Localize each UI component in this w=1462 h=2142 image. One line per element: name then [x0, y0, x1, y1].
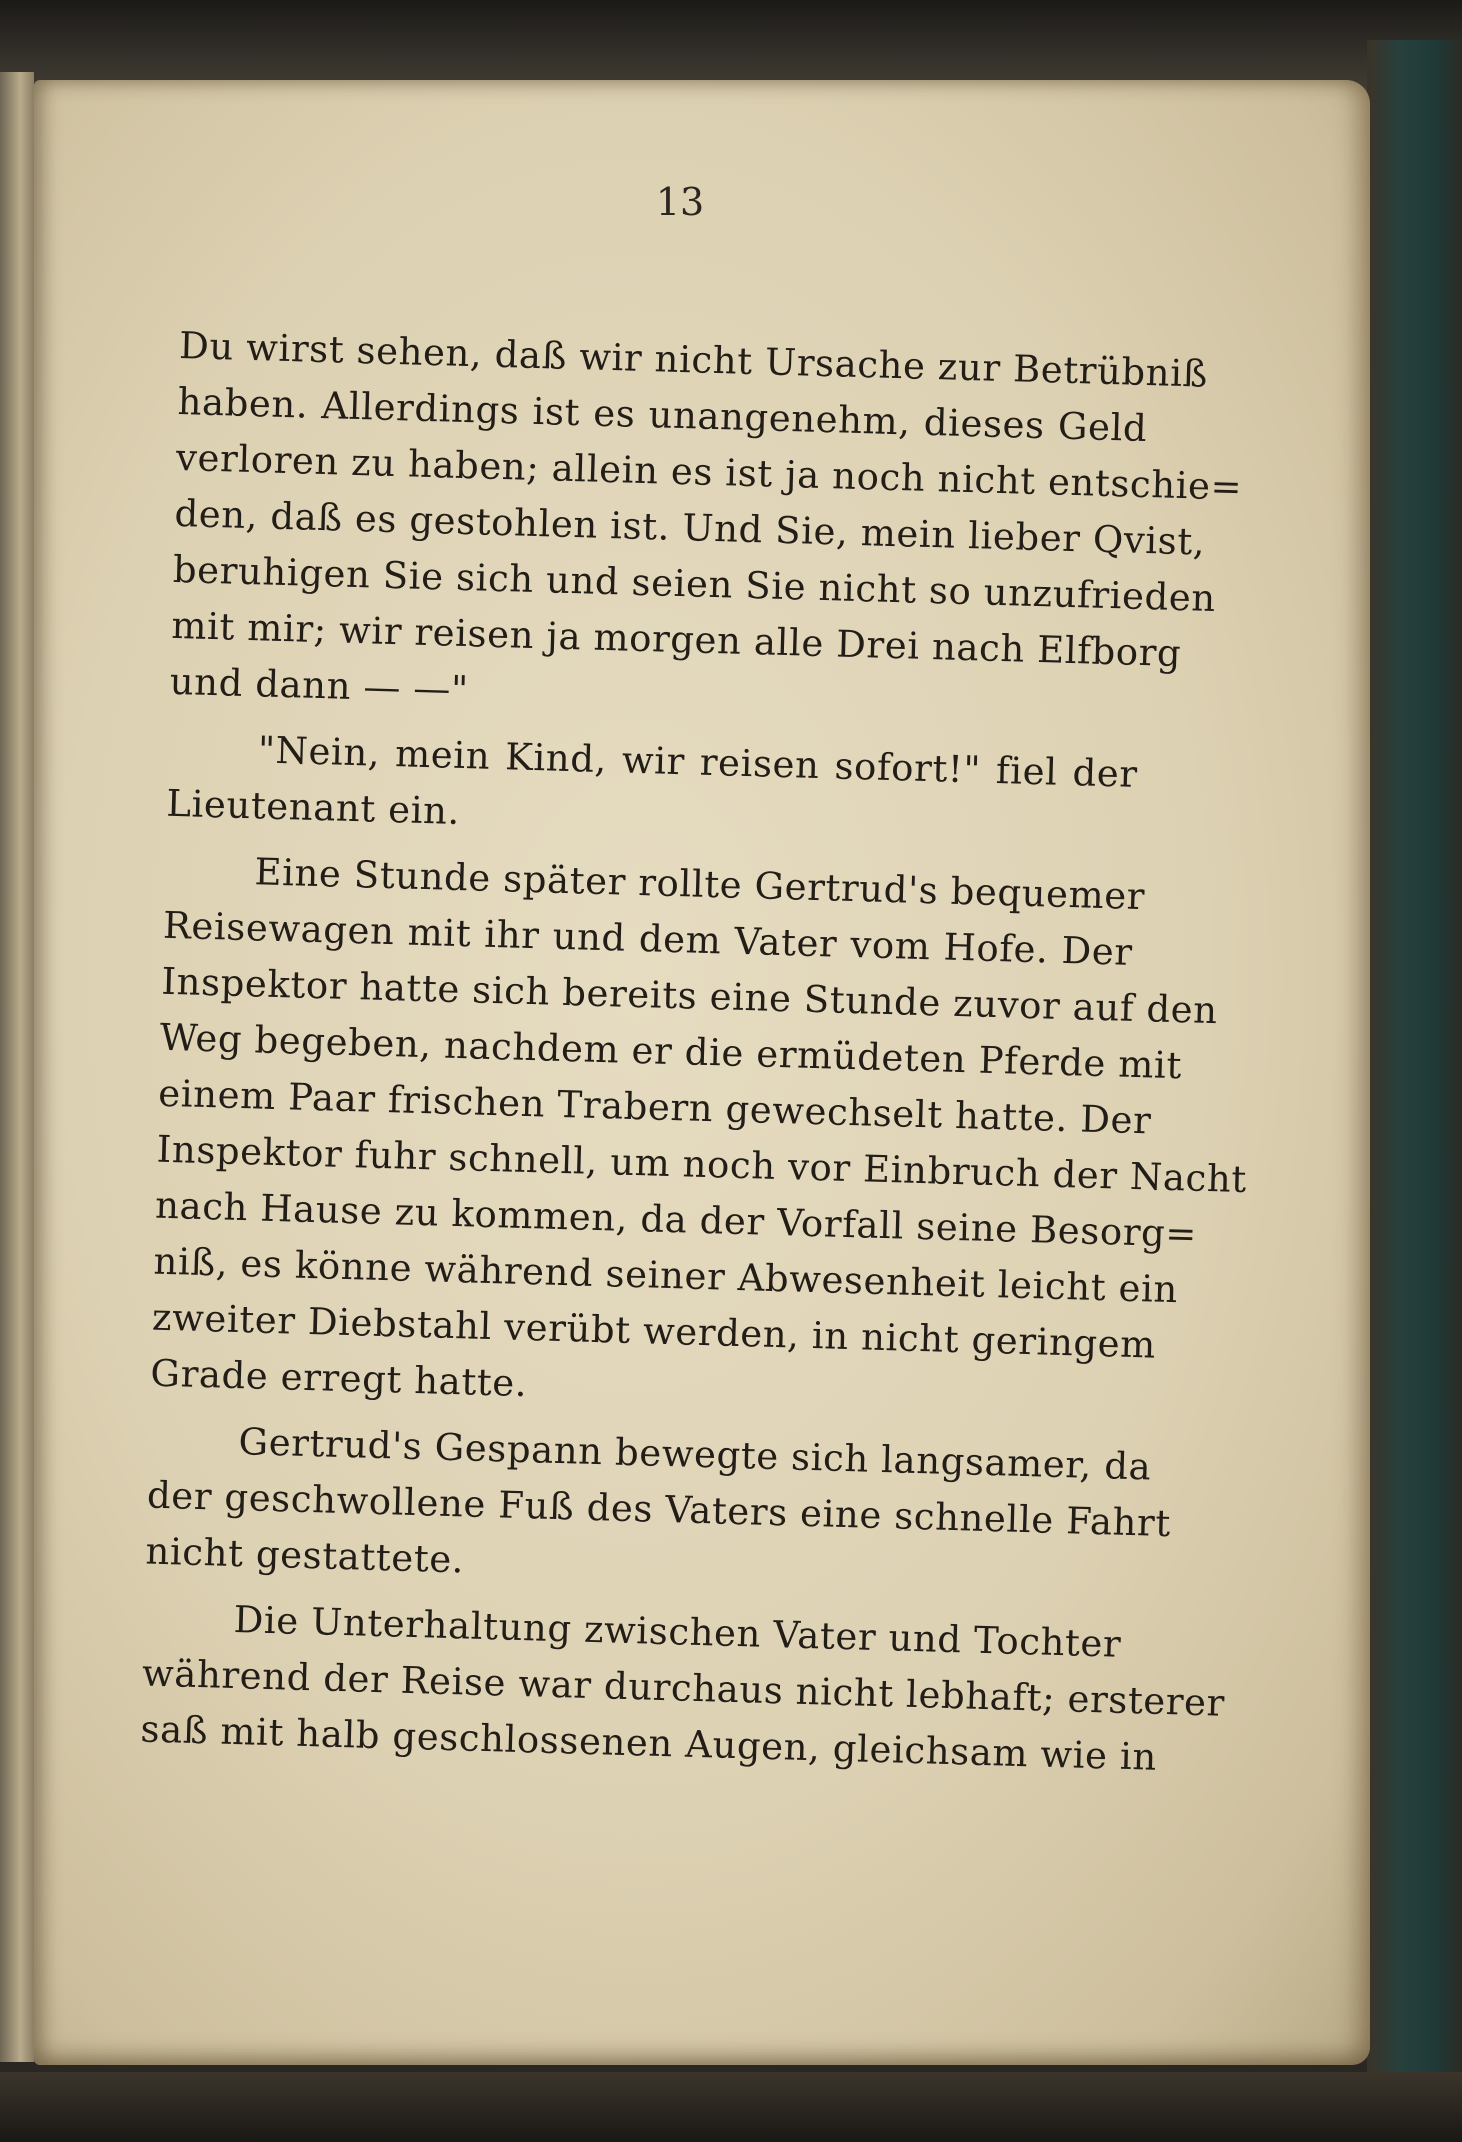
text-line: Du wirst sehen, daß wir nicht Ursache zur Betrübniß — [178, 323, 1209, 396]
text-line: und dann — —" — [169, 659, 470, 712]
text-line: "Nein, mein Kind, wir reisen sofort!" fiel der — [257, 728, 1139, 796]
text-line: Inspektor fuhr schnell, um noch vor Einbruch der Nacht — [156, 1127, 1248, 1202]
text-line: niß, es könne während seiner Abwesenheit leicht ein — [153, 1239, 1179, 1312]
text-line: Inspektor hatte sich bereits eine Stunde zuvor auf den — [160, 959, 1219, 1033]
text-line: Gertrud's Gespann bewegte sich langsamer, da — [238, 1420, 1152, 1489]
text-line: nach Hause zu kommen, da der Vorfall seine Besorg= — [154, 1183, 1198, 1256]
text-line: haben. Allerdings ist es unangenehm, dieses Geld — [177, 379, 1148, 451]
previous-page-edge — [0, 72, 34, 2062]
text-line: Eine Stunde später rollte Gertrud's bequemer — [253, 850, 1146, 919]
text-line: mit mir; wir reisen ja morgen alle Drei nach Elfborg — [170, 603, 1182, 676]
paragraph-3 — [149, 842, 1248, 1429]
text-line: saß mit halb geschlossenen Augen, gleichsam wie in — [139, 1707, 1158, 1779]
text-line: Die Unterhaltung zwischen Vater und Tochter — [233, 1598, 1122, 1666]
body-text — [139, 318, 1248, 1785]
paragraph-1 — [169, 318, 1243, 737]
text-line: der geschwollene Fuß des Vaters eine schnelle Fahrt — [146, 1473, 1172, 1546]
text-line: einem Paar frischen Trabern gewechselt hatte. Der — [157, 1071, 1152, 1143]
book-cover-spine — [1367, 40, 1462, 2080]
text-line: nicht gestattete. — [144, 1529, 465, 1582]
text-line: Weg begeben, nachdem er die ermüdeten Pferde mit — [159, 1015, 1183, 1088]
text-line: Reisewagen mit ihr und dem Vater vom Hofe. Der — [162, 903, 1134, 974]
text-line: verloren zu haben; allein es ist ja noch nicht entschie= — [175, 435, 1243, 509]
text-line: den, daß es gestohlen ist. Und Sie, mein lieber Qvist, — [173, 491, 1206, 564]
text-line: beruhigen Sie sich und seien Sie nicht so unzufrieden — [172, 547, 1217, 621]
paragraph-4 — [144, 1412, 1172, 1607]
page-number: 13 — [655, 180, 705, 224]
paragraph-5 — [139, 1590, 1226, 1785]
book-cover-bottom — [0, 2072, 1462, 2142]
text-line: während der Reise war durchaus nicht lebhaft; ersterer — [141, 1651, 1226, 1725]
text-line: Lieutenant ein. — [165, 781, 461, 833]
text-line: Grade erregt hatte. — [149, 1351, 528, 1406]
text-line: zweiter Diebstahl verübt werden, in nicht geringem — [151, 1295, 1157, 1367]
